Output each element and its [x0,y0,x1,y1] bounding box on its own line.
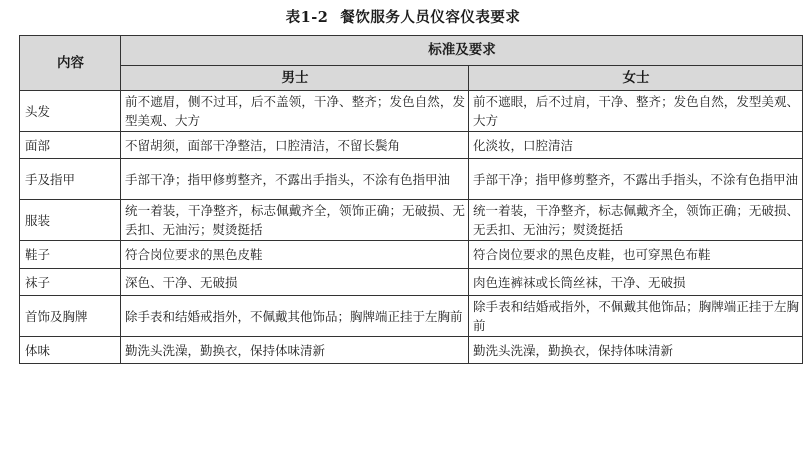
header-content: 内容 [20,36,121,91]
male-cell: 前不遮眉，侧不过耳，后不盖领，干净、整齐；发色自然，发型美观、大方 [121,91,469,132]
row-label: 首饰及胸牌 [20,296,121,337]
male-cell: 除手表和结婚戒指外，不佩戴其他饰品；胸牌端正挂于左胸前 [121,296,469,337]
table-caption [0,6,806,27]
table-row [20,296,803,337]
table-row [20,269,803,296]
table-row [20,159,803,200]
female-cell: 勤洗头洗澡，勤换衣，保持体味清新 [469,337,803,364]
header-female: 女士 [469,66,803,91]
male-cell: 不留胡须，面部干净整洁，口腔清洁，不留长鬓角 [121,132,469,159]
row-label: 袜子 [20,269,121,296]
table-title: 餐饮服务人员仪容仪表要求 [340,9,521,26]
table-row [20,241,803,269]
row-label: 面部 [20,132,121,159]
header-standard: 标准及要求 [121,36,803,66]
row-label: 手及指甲 [20,159,121,200]
male-cell: 深色、干净、无破损 [121,269,469,296]
table-row [20,132,803,159]
table-row [20,91,803,132]
header-row [20,36,803,66]
female-cell: 统一着装，干净整齐，标志佩戴齐全，领饰正确；无破损、无丢扣、无油污；熨烫挺括 [469,200,803,241]
table-row [20,200,803,241]
table-row [20,337,803,364]
row-label: 头发 [20,91,121,132]
table-number: 表1-2 [285,9,329,26]
female-cell: 前不遮眼，后不过肩，干净、整齐；发色自然，发型美观、大方 [469,91,803,132]
male-cell: 符合岗位要求的黑色皮鞋 [121,241,469,269]
row-label: 鞋子 [20,241,121,269]
row-label: 服装 [20,200,121,241]
male-cell: 勤洗头洗澡，勤换衣，保持体味清新 [121,337,469,364]
header-subrow [20,66,803,91]
header-male: 男士 [121,66,469,91]
female-cell: 除手表和结婚戒指外，不佩戴其他饰品；胸牌端正挂于左胸前 [469,296,803,337]
female-cell: 肉色连裤袜或长筒丝袜，干净、无破损 [469,269,803,296]
female-cell: 化淡妆，口腔清洁 [469,132,803,159]
female-cell: 符合岗位要求的黑色皮鞋，也可穿黑色布鞋 [469,241,803,269]
grooming-standards-table [19,35,803,364]
row-label: 体味 [20,337,121,364]
female-cell: 手部干净；指甲修剪整齐，不露出手指头，不涂有色指甲油 [469,159,803,200]
male-cell: 手部干净；指甲修剪整齐，不露出手指头，不涂有色指甲油 [121,159,469,200]
male-cell: 统一着装，干净整齐，标志佩戴齐全，领饰正确；无破损、无丢扣、无油污；熨烫挺括 [121,200,469,241]
